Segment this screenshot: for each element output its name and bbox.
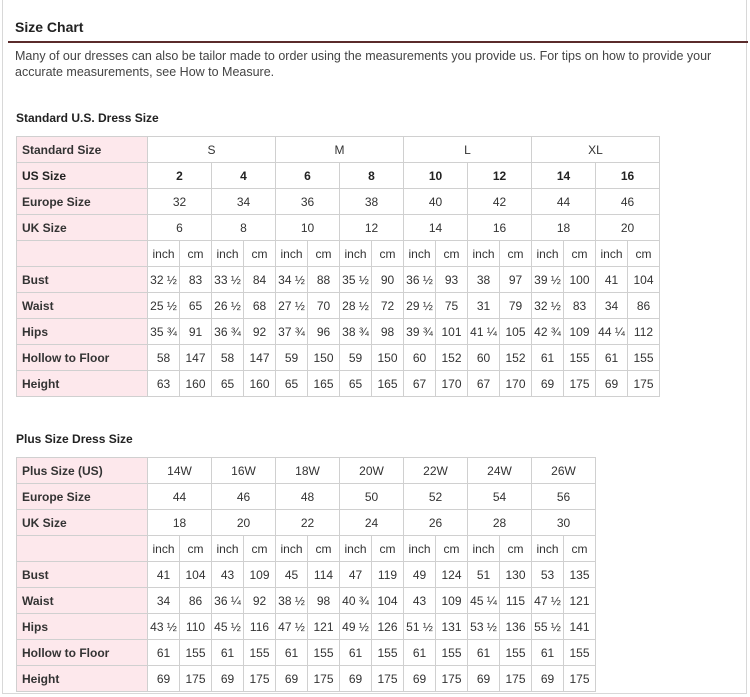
table-row xyxy=(17,371,660,397)
table-cell: 48 xyxy=(276,484,340,510)
table-cell: 155 xyxy=(244,640,276,666)
table-cell: 54 xyxy=(468,484,532,510)
table-cell: 12 xyxy=(468,163,532,189)
table-cell: 39 ¾ xyxy=(404,319,436,345)
table-cell: 121 xyxy=(564,588,596,614)
table-cell: 38 ¾ xyxy=(340,319,372,345)
table-cell: 44 xyxy=(532,189,596,215)
table-row xyxy=(17,640,596,666)
table-cell: 109 xyxy=(244,562,276,588)
table-cell: 45 xyxy=(276,562,308,588)
table-cell: 16W xyxy=(212,458,276,484)
table-row xyxy=(17,536,596,562)
table-cell: XL xyxy=(532,137,660,163)
table-cell: 59 xyxy=(340,345,372,371)
table-cell: 165 xyxy=(308,371,340,397)
table-cell: 84 xyxy=(244,267,276,293)
table-cell: 86 xyxy=(180,588,212,614)
table-cell: 26 xyxy=(404,510,468,536)
table-cell: 110 xyxy=(180,614,212,640)
table-cell: 63 xyxy=(148,371,180,397)
table-cell: 25 ½ xyxy=(148,293,180,319)
table-cell: 4 xyxy=(212,163,276,189)
table-cell: 79 xyxy=(500,293,532,319)
table-cell: inch xyxy=(532,241,564,267)
table-cell: 45 ¼ xyxy=(468,588,500,614)
table-cell: 43 ½ xyxy=(148,614,180,640)
table-cell: cm xyxy=(564,536,596,562)
table-cell: 22W xyxy=(404,458,468,484)
table-cell: 104 xyxy=(628,267,660,293)
table-cell: 56 xyxy=(532,484,596,510)
table-cell: 59 xyxy=(276,345,308,371)
table-cell: 65 xyxy=(212,371,244,397)
table-cell: 37 ¾ xyxy=(276,319,308,345)
table-cell: 116 xyxy=(244,614,276,640)
table-cell: 175 xyxy=(564,666,596,692)
table-row xyxy=(17,484,596,510)
table-cell: 38 xyxy=(340,189,404,215)
table-cell: 27 ½ xyxy=(276,293,308,319)
table-cell: cm xyxy=(180,536,212,562)
table-cell: 91 xyxy=(180,319,212,345)
row-label: Bust xyxy=(17,267,148,293)
table-cell: 35 ½ xyxy=(340,267,372,293)
table-cell: 152 xyxy=(436,345,468,371)
table-row xyxy=(17,241,660,267)
table-cell: 83 xyxy=(180,267,212,293)
table-cell: 52 xyxy=(404,484,468,510)
table-cell: inch xyxy=(212,536,244,562)
title-divider xyxy=(8,41,748,43)
table-cell: 61 xyxy=(276,640,308,666)
table-cell: 14W xyxy=(148,458,212,484)
standard-size-table xyxy=(16,136,660,397)
table-cell: 155 xyxy=(564,345,596,371)
table-cell: 70 xyxy=(308,293,340,319)
table-cell: 32 xyxy=(148,189,212,215)
table-cell: cm xyxy=(244,241,276,267)
table-cell: 61 xyxy=(404,640,436,666)
table-cell: 20W xyxy=(340,458,404,484)
table-cell: cm xyxy=(308,536,340,562)
table-cell: cm xyxy=(500,241,532,267)
table-cell: 16 xyxy=(468,215,532,241)
table-cell: 46 xyxy=(596,189,660,215)
table-cell: 40 xyxy=(404,189,468,215)
table-cell: 109 xyxy=(436,588,468,614)
table-cell: 170 xyxy=(500,371,532,397)
table-cell: 47 xyxy=(340,562,372,588)
table-row xyxy=(17,562,596,588)
table-cell: 93 xyxy=(436,267,468,293)
table-cell: 105 xyxy=(500,319,532,345)
table-cell: 147 xyxy=(244,345,276,371)
table-row xyxy=(17,293,660,319)
table-cell: 24W xyxy=(468,458,532,484)
table-cell: 69 xyxy=(596,371,628,397)
table-cell: 51 xyxy=(468,562,500,588)
table-cell: 69 xyxy=(340,666,372,692)
table-cell: 44 xyxy=(148,484,212,510)
table-cell: 67 xyxy=(404,371,436,397)
table-cell: inch xyxy=(212,241,244,267)
table-cell: L xyxy=(404,137,532,163)
table-row xyxy=(17,510,596,536)
table-cell: 175 xyxy=(244,666,276,692)
table-cell: 58 xyxy=(148,345,180,371)
table-cell: 18 xyxy=(148,510,212,536)
table-cell: cm xyxy=(564,241,596,267)
table-cell: 41 xyxy=(148,562,180,588)
table-cell: 12 xyxy=(340,215,404,241)
table-cell: 126 xyxy=(372,614,404,640)
table-cell: inch xyxy=(148,241,180,267)
table-cell: 58 xyxy=(212,345,244,371)
table-cell: 155 xyxy=(500,640,532,666)
table-cell: 175 xyxy=(564,371,596,397)
table-cell: 18 xyxy=(532,215,596,241)
table-cell: 69 xyxy=(468,666,500,692)
table-cell: cm xyxy=(500,536,532,562)
table-cell: 46 xyxy=(212,484,276,510)
table-row xyxy=(17,215,660,241)
table-cell: cm xyxy=(372,536,404,562)
table-cell: 61 xyxy=(596,345,628,371)
table-row xyxy=(17,458,596,484)
table-cell: 175 xyxy=(308,666,340,692)
table-row xyxy=(17,137,660,163)
table-cell: 8 xyxy=(212,215,276,241)
table-cell: 47 ½ xyxy=(276,614,308,640)
table-cell: 114 xyxy=(308,562,340,588)
table-cell: 14 xyxy=(404,215,468,241)
table-cell: 135 xyxy=(564,562,596,588)
table-cell: 28 xyxy=(468,510,532,536)
table-cell: inch xyxy=(340,536,372,562)
table-cell: 170 xyxy=(436,371,468,397)
table-cell: cm xyxy=(308,241,340,267)
row-label: Standard Size xyxy=(17,137,148,163)
table-cell: 10 xyxy=(276,215,340,241)
row-label: UK Size xyxy=(17,510,148,536)
table-cell: inch xyxy=(468,536,500,562)
table-cell: 10 xyxy=(404,163,468,189)
table-cell: 42 ¾ xyxy=(532,319,564,345)
table-row xyxy=(17,666,596,692)
table-cell: 121 xyxy=(308,614,340,640)
table-cell: 60 xyxy=(468,345,500,371)
standard-size-heading: Standard U.S. Dress Size xyxy=(16,111,159,125)
table-cell: 88 xyxy=(308,267,340,293)
row-label: UK Size xyxy=(17,215,148,241)
table-cell: cm xyxy=(372,241,404,267)
table-cell: 155 xyxy=(436,640,468,666)
table-cell: 112 xyxy=(628,319,660,345)
table-cell: 69 xyxy=(404,666,436,692)
table-cell: 18W xyxy=(276,458,340,484)
table-cell: 175 xyxy=(436,666,468,692)
table-cell: 32 ½ xyxy=(148,267,180,293)
table-cell: inch xyxy=(468,241,500,267)
table-cell: 131 xyxy=(436,614,468,640)
table-cell: 136 xyxy=(500,614,532,640)
table-cell: 155 xyxy=(372,640,404,666)
table-cell: 69 xyxy=(148,666,180,692)
table-cell: 97 xyxy=(500,267,532,293)
table-cell: 98 xyxy=(308,588,340,614)
table-cell: 35 ¾ xyxy=(148,319,180,345)
row-label: US Size xyxy=(17,163,148,189)
table-cell: 61 xyxy=(212,640,244,666)
table-cell: 104 xyxy=(180,562,212,588)
table-cell: 53 xyxy=(532,562,564,588)
table-cell: 47 ½ xyxy=(532,588,564,614)
table-cell: 141 xyxy=(564,614,596,640)
table-cell: 45 ½ xyxy=(212,614,244,640)
table-cell: 50 xyxy=(340,484,404,510)
table-cell: 31 xyxy=(468,293,500,319)
table-cell: 160 xyxy=(244,371,276,397)
table-cell: 40 ¾ xyxy=(340,588,372,614)
table-cell: cm xyxy=(628,241,660,267)
table-cell: 175 xyxy=(372,666,404,692)
table-cell: 175 xyxy=(500,666,532,692)
table-cell: 20 xyxy=(596,215,660,241)
table-cell: 152 xyxy=(500,345,532,371)
row-label: Hips xyxy=(17,614,148,640)
row-label: Plus Size (US) xyxy=(17,458,148,484)
table-cell: 155 xyxy=(180,640,212,666)
table-cell: inch xyxy=(404,241,436,267)
table-row xyxy=(17,267,660,293)
table-cell: 147 xyxy=(180,345,212,371)
table-cell: 30 xyxy=(532,510,596,536)
table-cell: 61 xyxy=(340,640,372,666)
table-cell: 90 xyxy=(372,267,404,293)
table-cell: 36 ½ xyxy=(404,267,436,293)
table-cell: inch xyxy=(276,536,308,562)
table-row xyxy=(17,614,596,640)
table-cell: 115 xyxy=(500,588,532,614)
table-cell: 67 xyxy=(468,371,500,397)
table-cell: 155 xyxy=(308,640,340,666)
table-cell: 69 xyxy=(532,371,564,397)
table-cell: 38 xyxy=(468,267,500,293)
table-cell: cm xyxy=(244,536,276,562)
table-cell: 41 xyxy=(596,267,628,293)
table-cell: 55 ½ xyxy=(532,614,564,640)
table-cell: cm xyxy=(436,536,468,562)
intro-text: Many of our dresses can also be tailor made to order using the measurements you provide us. For tips on how to provide your accurate measurements, see How to Measure. xyxy=(15,49,712,79)
table-cell: 42 xyxy=(468,189,532,215)
row-label: Bust xyxy=(17,562,148,588)
table-cell: 49 ½ xyxy=(340,614,372,640)
table-cell: cm xyxy=(180,241,212,267)
row-label: Europe Size xyxy=(17,189,148,215)
table-cell: 6 xyxy=(276,163,340,189)
row-label: Hips xyxy=(17,319,148,345)
table-cell: 20 xyxy=(212,510,276,536)
table-cell: 61 xyxy=(148,640,180,666)
row-label: Waist xyxy=(17,588,148,614)
table-cell: 33 ½ xyxy=(212,267,244,293)
table-cell: S xyxy=(148,137,276,163)
table-cell: 104 xyxy=(372,588,404,614)
table-cell: 61 xyxy=(532,345,564,371)
table-cell: 72 xyxy=(372,293,404,319)
table-cell: 119 xyxy=(372,562,404,588)
table-cell: 41 ¼ xyxy=(468,319,500,345)
table-cell: 65 xyxy=(180,293,212,319)
table-cell: 65 xyxy=(276,371,308,397)
table-cell: 49 xyxy=(404,562,436,588)
table-cell: 92 xyxy=(244,319,276,345)
table-cell: inch xyxy=(596,241,628,267)
table-row xyxy=(17,163,660,189)
table-cell: 98 xyxy=(372,319,404,345)
table-cell: 160 xyxy=(180,371,212,397)
row-label xyxy=(17,536,148,562)
table-cell: inch xyxy=(276,241,308,267)
row-label xyxy=(17,241,148,267)
table-cell: 150 xyxy=(308,345,340,371)
table-row xyxy=(17,189,660,215)
row-label: Europe Size xyxy=(17,484,148,510)
table-cell: 43 xyxy=(212,562,244,588)
plus-size-heading: Plus Size Dress Size xyxy=(16,432,133,446)
table-cell: 68 xyxy=(244,293,276,319)
table-cell: 34 xyxy=(148,588,180,614)
table-cell: 175 xyxy=(628,371,660,397)
table-cell: 2 xyxy=(148,163,212,189)
table-cell: 6 xyxy=(148,215,212,241)
table-cell: 65 xyxy=(340,371,372,397)
table-cell: 43 xyxy=(404,588,436,614)
row-label: Height xyxy=(17,666,148,692)
plus-size-table xyxy=(16,457,596,692)
table-cell: 26W xyxy=(532,458,596,484)
table-cell: M xyxy=(276,137,404,163)
table-cell: 34 xyxy=(596,293,628,319)
table-cell: 100 xyxy=(564,267,596,293)
table-cell: 86 xyxy=(628,293,660,319)
table-cell: 38 ½ xyxy=(276,588,308,614)
table-cell: 44 ¼ xyxy=(596,319,628,345)
table-cell: 69 xyxy=(532,666,564,692)
table-cell: 109 xyxy=(564,319,596,345)
table-cell: 22 xyxy=(276,510,340,536)
table-cell: cm xyxy=(436,241,468,267)
table-cell: 60 xyxy=(404,345,436,371)
table-cell: 155 xyxy=(564,640,596,666)
table-row xyxy=(17,588,596,614)
table-cell: 61 xyxy=(468,640,500,666)
table-cell: 61 xyxy=(532,640,564,666)
table-cell: 53 ½ xyxy=(468,614,500,640)
table-cell: inch xyxy=(340,241,372,267)
table-cell: 16 xyxy=(596,163,660,189)
table-cell: inch xyxy=(532,536,564,562)
table-cell: 26 ½ xyxy=(212,293,244,319)
table-cell: 75 xyxy=(436,293,468,319)
table-cell: 101 xyxy=(436,319,468,345)
table-cell: 32 ½ xyxy=(532,293,564,319)
table-cell: 155 xyxy=(628,345,660,371)
row-label: Hollow to Floor xyxy=(17,345,148,371)
table-cell: 8 xyxy=(340,163,404,189)
table-cell: 92 xyxy=(244,588,276,614)
table-cell: 36 xyxy=(276,189,340,215)
table-cell: 14 xyxy=(532,163,596,189)
table-cell: 150 xyxy=(372,345,404,371)
table-cell: 34 xyxy=(212,189,276,215)
page-title: Size Chart xyxy=(15,19,84,35)
table-cell: 24 xyxy=(340,510,404,536)
table-cell: 51 ½ xyxy=(404,614,436,640)
table-cell: 83 xyxy=(564,293,596,319)
table-cell: 130 xyxy=(500,562,532,588)
row-label: Waist xyxy=(17,293,148,319)
table-row xyxy=(17,345,660,371)
table-cell: 39 ½ xyxy=(532,267,564,293)
table-cell: 69 xyxy=(276,666,308,692)
table-cell: 29 ½ xyxy=(404,293,436,319)
table-cell: 96 xyxy=(308,319,340,345)
table-row xyxy=(17,319,660,345)
row-label: Hollow to Floor xyxy=(17,640,148,666)
table-cell: inch xyxy=(148,536,180,562)
table-cell: inch xyxy=(404,536,436,562)
table-cell: 69 xyxy=(212,666,244,692)
row-label: Height xyxy=(17,371,148,397)
table-cell: 36 ¼ xyxy=(212,588,244,614)
table-cell: 124 xyxy=(436,562,468,588)
table-cell: 165 xyxy=(372,371,404,397)
table-cell: 36 ¾ xyxy=(212,319,244,345)
table-cell: 28 ½ xyxy=(340,293,372,319)
table-cell: 175 xyxy=(180,666,212,692)
table-cell: 34 ½ xyxy=(276,267,308,293)
